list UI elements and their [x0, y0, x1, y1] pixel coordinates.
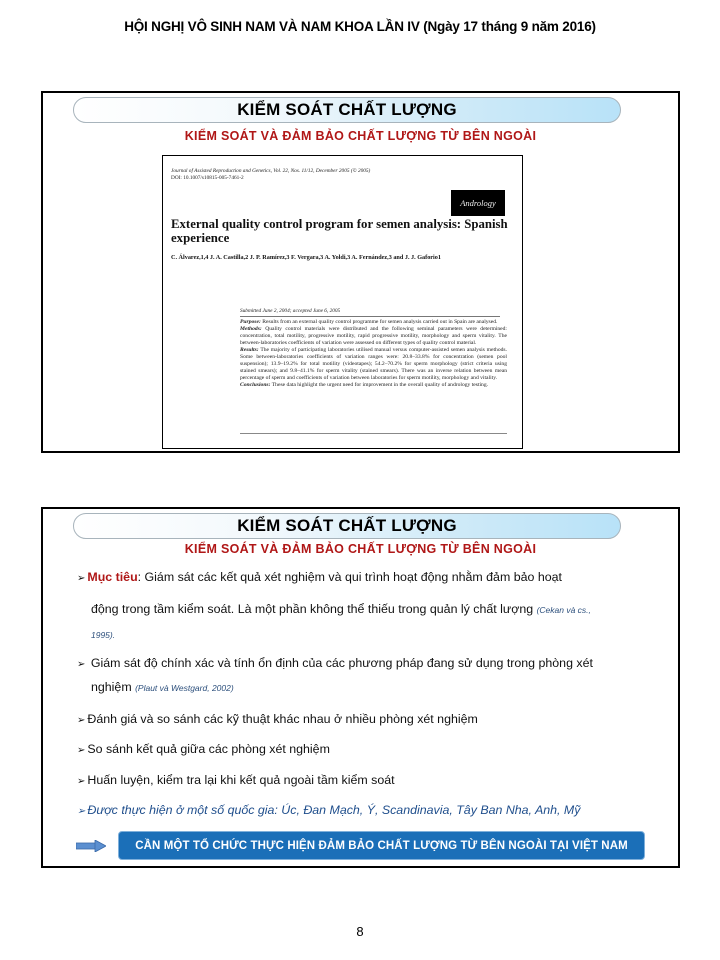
abstract-conclusions [240, 382, 507, 389]
slide-subtitle: KIỂM SOÁT VÀ ĐẢM BẢO CHẤT LƯỢNG TỪ BÊN NGOÀI [184, 542, 537, 556]
paper-divider [240, 433, 507, 434]
citation: 1995). [91, 630, 116, 640]
bullet-text: Giám sát độ chính xác và tính ổn định của các phương pháp đang sử dụng trong phòng xét [90, 656, 593, 670]
bullet-countries [77, 803, 580, 817]
arrowhead-bullet-icon: ➢ [77, 715, 86, 726]
abstract-text: Results from an external quality control programme for semen analysis carried out in Spain are analysed. [260, 319, 498, 325]
slide-title-banner [73, 97, 621, 123]
slide-title: KIỂM SOÁT CHẤT LƯỢNG [237, 516, 457, 535]
page-header: HỘI NGHỊ VÔ SINH NAM VÀ NAM KHOA LẦN IV (Ngày 17 tháng 9 năm 2016) [124, 19, 596, 34]
bullet-compare [77, 742, 330, 756]
abstract-label: Methods: [240, 326, 262, 332]
cta-banner: CẦN MỘT TỔ CHỨC THỰC HIỆN ĐẢM BẢO CHẤT LƯỢNG TỪ BÊN NGOÀI TẠI VIỆT NAM [118, 831, 645, 860]
right-arrow-icon [76, 840, 106, 852]
bullet-evaluate [77, 712, 478, 726]
bullet-objective [77, 570, 562, 584]
page-number: 8 [356, 924, 364, 939]
bullet-text: Đánh giá và so sánh các kỹ thuật khác nhau ở nhiều phòng xét nghiệm [87, 712, 478, 726]
bullet-accuracy [77, 656, 593, 670]
abstract-label: Results: [240, 347, 259, 353]
abstract-label: Purpose: [240, 319, 261, 325]
bullet-text: Huấn luyện, kiểm tra lại khi kết quả ngoài tầm kiểm soát [87, 773, 395, 787]
bullet-text: : Giám sát các kết quả xét nghiệm và qui trình hoạt động nhằm đảm bảo hoạt [137, 570, 562, 584]
bullet-accuracy-line2 [91, 680, 234, 694]
slide-2 [41, 507, 680, 868]
bullet-text: nghiệm [91, 680, 136, 694]
paper-doi: DOI: 10.1007/s10815-005-7461-2 [171, 175, 244, 181]
paper-abstract [240, 319, 507, 389]
paper-submitted: Submitted June 2, 2004; accepted June 6, 2005 [240, 308, 500, 317]
bullet-objective-line2 [91, 602, 591, 616]
arrowhead-bullet-icon: ➢ [77, 573, 86, 584]
citation: (Cekan và cs., [536, 605, 591, 615]
abstract-results [240, 347, 507, 382]
abstract-label: Conclusions: [240, 382, 271, 388]
abstract-text: These data highlight the urgent need for improvement in the overall quality of andrology testing. [270, 382, 489, 388]
bullet-objective-line3 [91, 627, 115, 641]
arrowhead-bullet-icon: ➢ [77, 745, 86, 756]
bullet-training [77, 773, 395, 787]
slide-subtitle: KIỂM SOÁT VÀ ĐẢM BẢO CHẤT LƯỢNG TỪ BÊN NGOÀI [184, 129, 537, 143]
abstract-text: Quality control materials were distributed and the following seminal parameters were determined: concentration, total motility, progressive motility, rapid progressive motility, morphology and sperm vitality. The between-laboratories coefficients of variation were assessed on different types of quality control material. [240, 326, 507, 346]
paper-authors: C. Álvarez,1,4 J. A. Castilla,2 J. P. Ramírez,3 F. Vergara,3 A. Yoldi,3 A. Fernández,3 and J. J. Gaforio1 [171, 254, 441, 261]
paper-title: External quality control program for semen analysis: Spanish experience [171, 217, 508, 245]
bullet-text: So sánh kết quả giữa các phòng xét nghiệm [87, 742, 330, 756]
slide-1 [41, 91, 680, 453]
paper-journal: Journal of Assisted Reproduction and Genetics, Vol. 22, Nos. 11/12, December 2005 (© 2005) [171, 168, 371, 174]
arrowhead-bullet-icon: ➢ [77, 776, 86, 787]
abstract-methods [240, 326, 507, 347]
citation: (Plaut và Westgard, 2002) [135, 683, 234, 693]
bullet-label: Mục tiêu [87, 570, 138, 584]
abstract-text: The majority of participating laboratories utilised manual versus computer-assisted semen analysis methods. Some between-laboratories coefficients of variation ranges were: 20.8–33.8% for concentration (semen pool suspension); 13.9–19.2% for total motility (videotapes); 54.2–70.2% for sperm morphology (strict criteria using stained smears); and 9.8–41.1% for sperm vitality (stained smears). There was an inverse relation between mean percentage of sperm and coefficients of variation between laboratories for sperm motility, morphology and vitality. [240, 347, 507, 381]
abstract-purpose [240, 319, 507, 326]
slide-title-banner [73, 513, 621, 539]
arrowhead-bullet-icon: ➢ [77, 659, 86, 670]
bullet-text: động trong tầm kiểm soát. Là một phần không thể thiếu trong quản lý chất lượng [91, 602, 537, 616]
arrowhead-bullet-icon: ➢ [77, 806, 86, 817]
bullet-text: Được thực hiện ở một số quốc gia: Úc, Đan Mạch, Ý, Scandinavia, Tây Ban Nha, Anh, Mỹ [87, 803, 581, 817]
paper-excerpt [162, 155, 523, 449]
andrology-badge: Andrology [451, 190, 505, 216]
slide-title: KIỂM SOÁT CHẤT LƯỢNG [237, 100, 457, 119]
